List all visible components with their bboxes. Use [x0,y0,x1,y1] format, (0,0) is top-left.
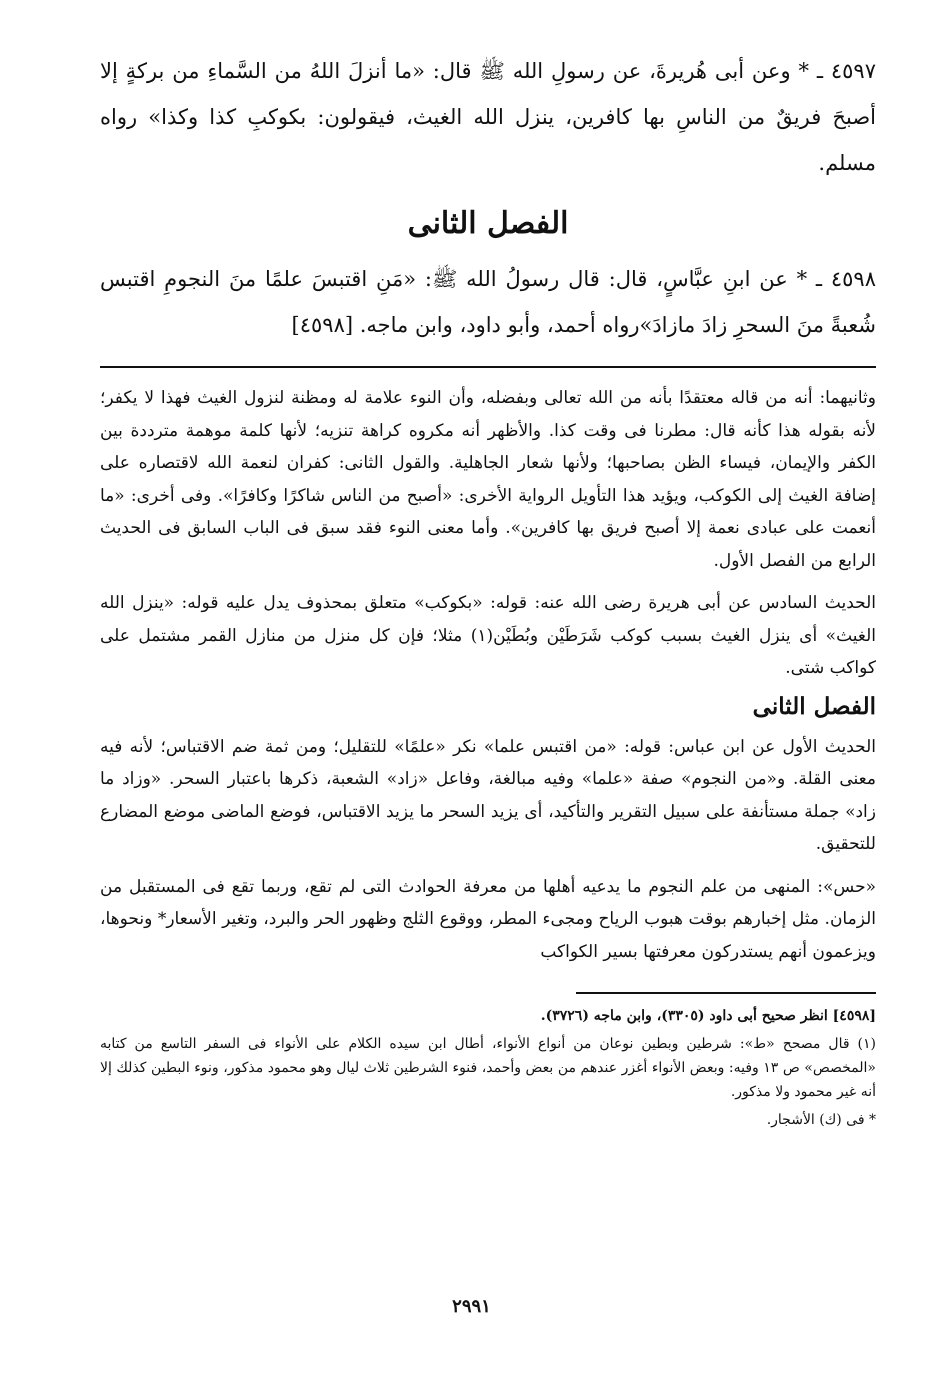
footnote-asterisk: * فى (ك) الأشجار. [766,1112,876,1128]
commentary-paragraph-2: الحديث السادس عن أبى هريرة رضى الله عنه: قوله: «بكوكب» متعلق بمحذوف يدل عليه قوله: «ينزل الله الغيث» أى ينزل الغيث بسبب كوكب شَرَطَيْن وبُطَيْن(١) مثلا؛ فإن كل منزل من منازل القمر مشتمل على كواكب شتى. [100,593,876,678]
hadith-4597: ٤٥٩٧ ـ * وعن أبى هُريرةَ، عن رسولِ الله ﷺ قال: «ما أنزلَ اللهُ من السَّماءِ من بركةٍ إلا أصبحَ فريقٌ من الناسِ بها كافرين، ينزل الله الغيث، فيقولون: بكوكبِ كذا وكذا» رواه مسلم. [100,59,876,175]
commentary-paragraph-4: «حس»: المنهى من علم النجوم ما يدعيه أهلها من معرفة الحوادث التى لم تقع، وربما تقع فى المستقبل من الزمان. مثل إخبارهم بوقت هبوب الرياح ومجىء المطر، ووقوع الثلج وظهور الحر والبرد، وتغير الأسعار* ونحوها، ويزعمون أنهم يستدركون معرفتها بسير الكواكب [100,876,876,962]
page-number: ٢٩٩١ [452,1296,491,1317]
commentary-paragraph-3: الحديث الأول عن ابن عباس: قوله: «من اقتبس علما» نكر «علمًا» للتقليل؛ ومن ثمة ضم الاقتباس؛ لأنه فيه معنى القلة. و«من النجوم» صفة «علما» وفيه مبالغة، وفاعل «زاد» الشعبة، ذكرها باعتبار السحر. «وزاد ما زاد» جملة مستأنفة على سبيل التقرير والتأكيد، أى يزيد السحر ما يزيد الاقتباس، فوضع الماضى موضع المضارع للتحقيق. [100,736,876,854]
hadith-4598: ٤٥٩٨ ـ * عن ابنِ عبَّاسٍ، قال: قال رسولُ الله ﷺ: «مَنِ اقتبسَ علمًا منَ النجومِ اقتبس شُعبةً منَ السحرِ زادَ مازادَ»رواه أحمد، وأبو داود، وابن ماجه. [٤٥٩٨] [100,267,876,337]
footnote-reference: [٤٥٩٨] انظر صحيح أبى داود (٣٣٠٥)، وابن ماجه (٣٧٢٦). [540,1008,876,1024]
section-title-main: الفصل الثانى [407,206,569,241]
section-title-commentary: الفصل الثانى [752,692,876,720]
divider-main [100,366,876,368]
page-body [100,48,876,1132]
footnote-1: (١) قال مصحح «ط»: شرطين وبطين نوعان من أنواع الأنواء، أطال ابن سيده الكلام على الأنواء فى السفر التاسع من كتابه «المخصص» ص ١٣ وفيه: وبعض الأنواء أغزر عندهم من بعض وأحمد، فنوء الشرطين ثلاث ليال وهو محمود مذكور، ونوء البطين كذلك إلا أنه غير محمود ولا مذكور. [100,1036,876,1100]
divider-footnotes [576,992,876,994]
commentary-paragraph-1: وثانيهما: أنه من قاله معتقدًا بأنه من الله تعالى وبفضله، وأن النوء علامة له ومظنة لنزول الغيث فهذا لا يكفر؛ لأنه بقوله هذا كأنه قال: مطرنا فى وقت كذا. والأظهر أنه مكروه كراهة تنزيه؛ لأنها كلمة موهمة مترددة بين الكفر والإيمان، فيساء الظن بصاحبها؛ ولأنها شعار الجاهلية. والقول الثانى: كفران لنعمة الله لاقتصاره على إضافة الغيث إلى الكوكب، ويؤيد هذا التأويل الرواية الأخرى: «أصبح من الناس شاكرًا وكافرًا». وفى أخرى: «ما أنعمت على عبادى نعمة إلا أصبح فريق بها كافرين». وأما معنى النوء فقد سبق فى الباب السابق فى الحديث الرابع من الفصل الأول. [100,388,876,571]
